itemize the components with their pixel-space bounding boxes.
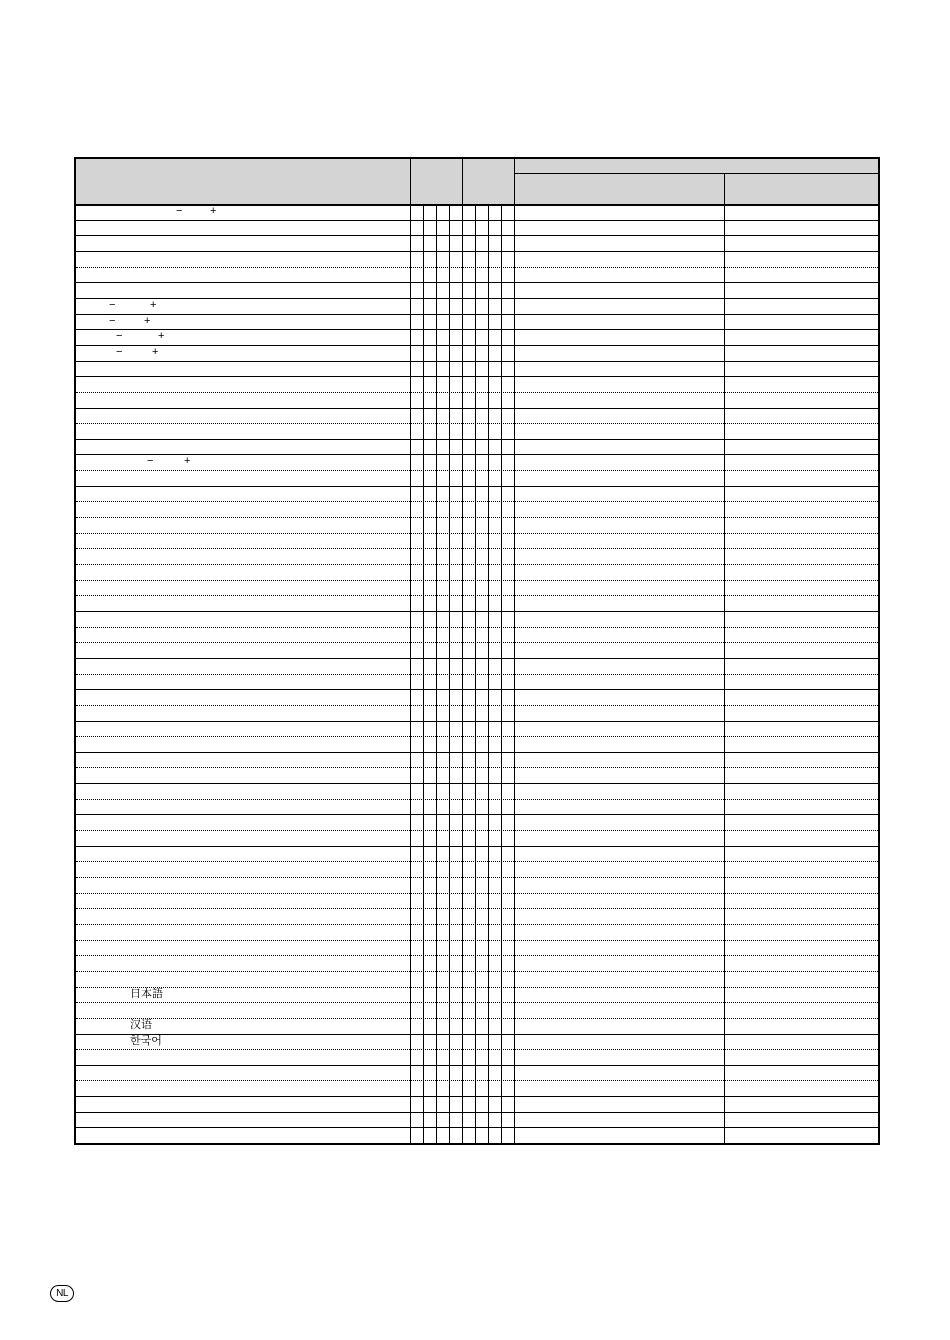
row-separator-dotted (76, 267, 878, 268)
row-separator-dotted (76, 595, 878, 596)
row-separator (76, 345, 878, 346)
row-separator (76, 408, 878, 409)
row-symbol: 日本語 (130, 987, 163, 1000)
header-bottom-line (76, 204, 878, 206)
row-separator (76, 282, 878, 283)
row-separator (76, 814, 878, 815)
row-separator-dotted (76, 392, 878, 393)
row-separator (76, 658, 878, 659)
row-separator (76, 235, 878, 236)
row-symbol: 한국어 (130, 1034, 162, 1047)
row-separator (76, 220, 878, 221)
row-symbol: + (144, 314, 151, 327)
row-symbol: + (152, 345, 159, 358)
row-separator (76, 689, 878, 690)
row-separator (76, 611, 878, 612)
row-symbol: + (158, 330, 165, 343)
row-separator-dotted (76, 908, 878, 909)
row-separator-dotted (76, 580, 878, 581)
row-symbol: − (116, 330, 123, 343)
row-separator-dotted (76, 548, 878, 549)
row-separator (76, 486, 878, 487)
row-separator-dotted (76, 705, 878, 706)
row-separator-dotted (76, 423, 878, 424)
settings-table (74, 157, 880, 1145)
row-separator-dotted (76, 940, 878, 941)
row-separator-dotted (76, 736, 878, 737)
row-separator (76, 1112, 878, 1113)
row-symbol: 汉语 (130, 1018, 152, 1031)
row-separator (76, 376, 878, 377)
row-symbol: − (147, 455, 154, 468)
row-separator (76, 752, 878, 753)
row-separator (76, 454, 878, 455)
language-badge: NL (50, 1285, 74, 1302)
row-separator-dotted (76, 877, 878, 878)
row-separator-dotted (76, 517, 878, 518)
row-separator (76, 846, 878, 847)
row-symbol: − (176, 205, 183, 217)
row-separator (76, 721, 878, 722)
row-separator-dotted (76, 893, 878, 894)
row-separator (76, 1065, 878, 1066)
row-separator-dotted (76, 1080, 878, 1081)
header-divider (514, 173, 878, 174)
row-separator (76, 251, 878, 252)
row-separator (76, 439, 878, 440)
row-separator-dotted (76, 642, 878, 643)
row-separator-dotted (76, 799, 878, 800)
row-separator (76, 783, 878, 784)
row-separator (76, 1096, 878, 1097)
row-separator-dotted (76, 987, 878, 988)
row-separator-dotted (76, 1002, 878, 1003)
row-separator (76, 314, 878, 315)
row-separator (76, 1127, 878, 1128)
row-separator-dotted (76, 830, 878, 831)
row-separator (76, 298, 878, 299)
row-separator (76, 329, 878, 330)
row-separator (76, 361, 878, 362)
row-separator-dotted (76, 627, 878, 628)
row-separator-dotted (76, 533, 878, 534)
row-separator-dotted (76, 1049, 878, 1050)
row-symbol: + (184, 455, 191, 468)
row-separator (76, 1034, 878, 1035)
row-separator-dotted (76, 767, 878, 768)
row-symbol: − (116, 345, 123, 358)
row-separator-dotted (76, 470, 878, 471)
row-separator-dotted (76, 564, 878, 565)
table-header (76, 159, 878, 204)
row-symbol: + (150, 298, 157, 311)
row-separator-dotted (76, 861, 878, 862)
row-separator-dotted (76, 955, 878, 956)
column-divider (410, 159, 411, 1143)
row-separator-dotted (76, 971, 878, 972)
row-symbol: − (109, 314, 116, 327)
row-symbol: + (210, 205, 217, 217)
row-separator-dotted (76, 674, 878, 675)
row-separator-dotted (76, 501, 878, 502)
row-symbol: − (109, 298, 116, 311)
row-separator-dotted (76, 1018, 878, 1019)
column-divider (514, 159, 515, 1143)
column-divider (462, 159, 463, 1143)
row-separator-dotted (76, 924, 878, 925)
